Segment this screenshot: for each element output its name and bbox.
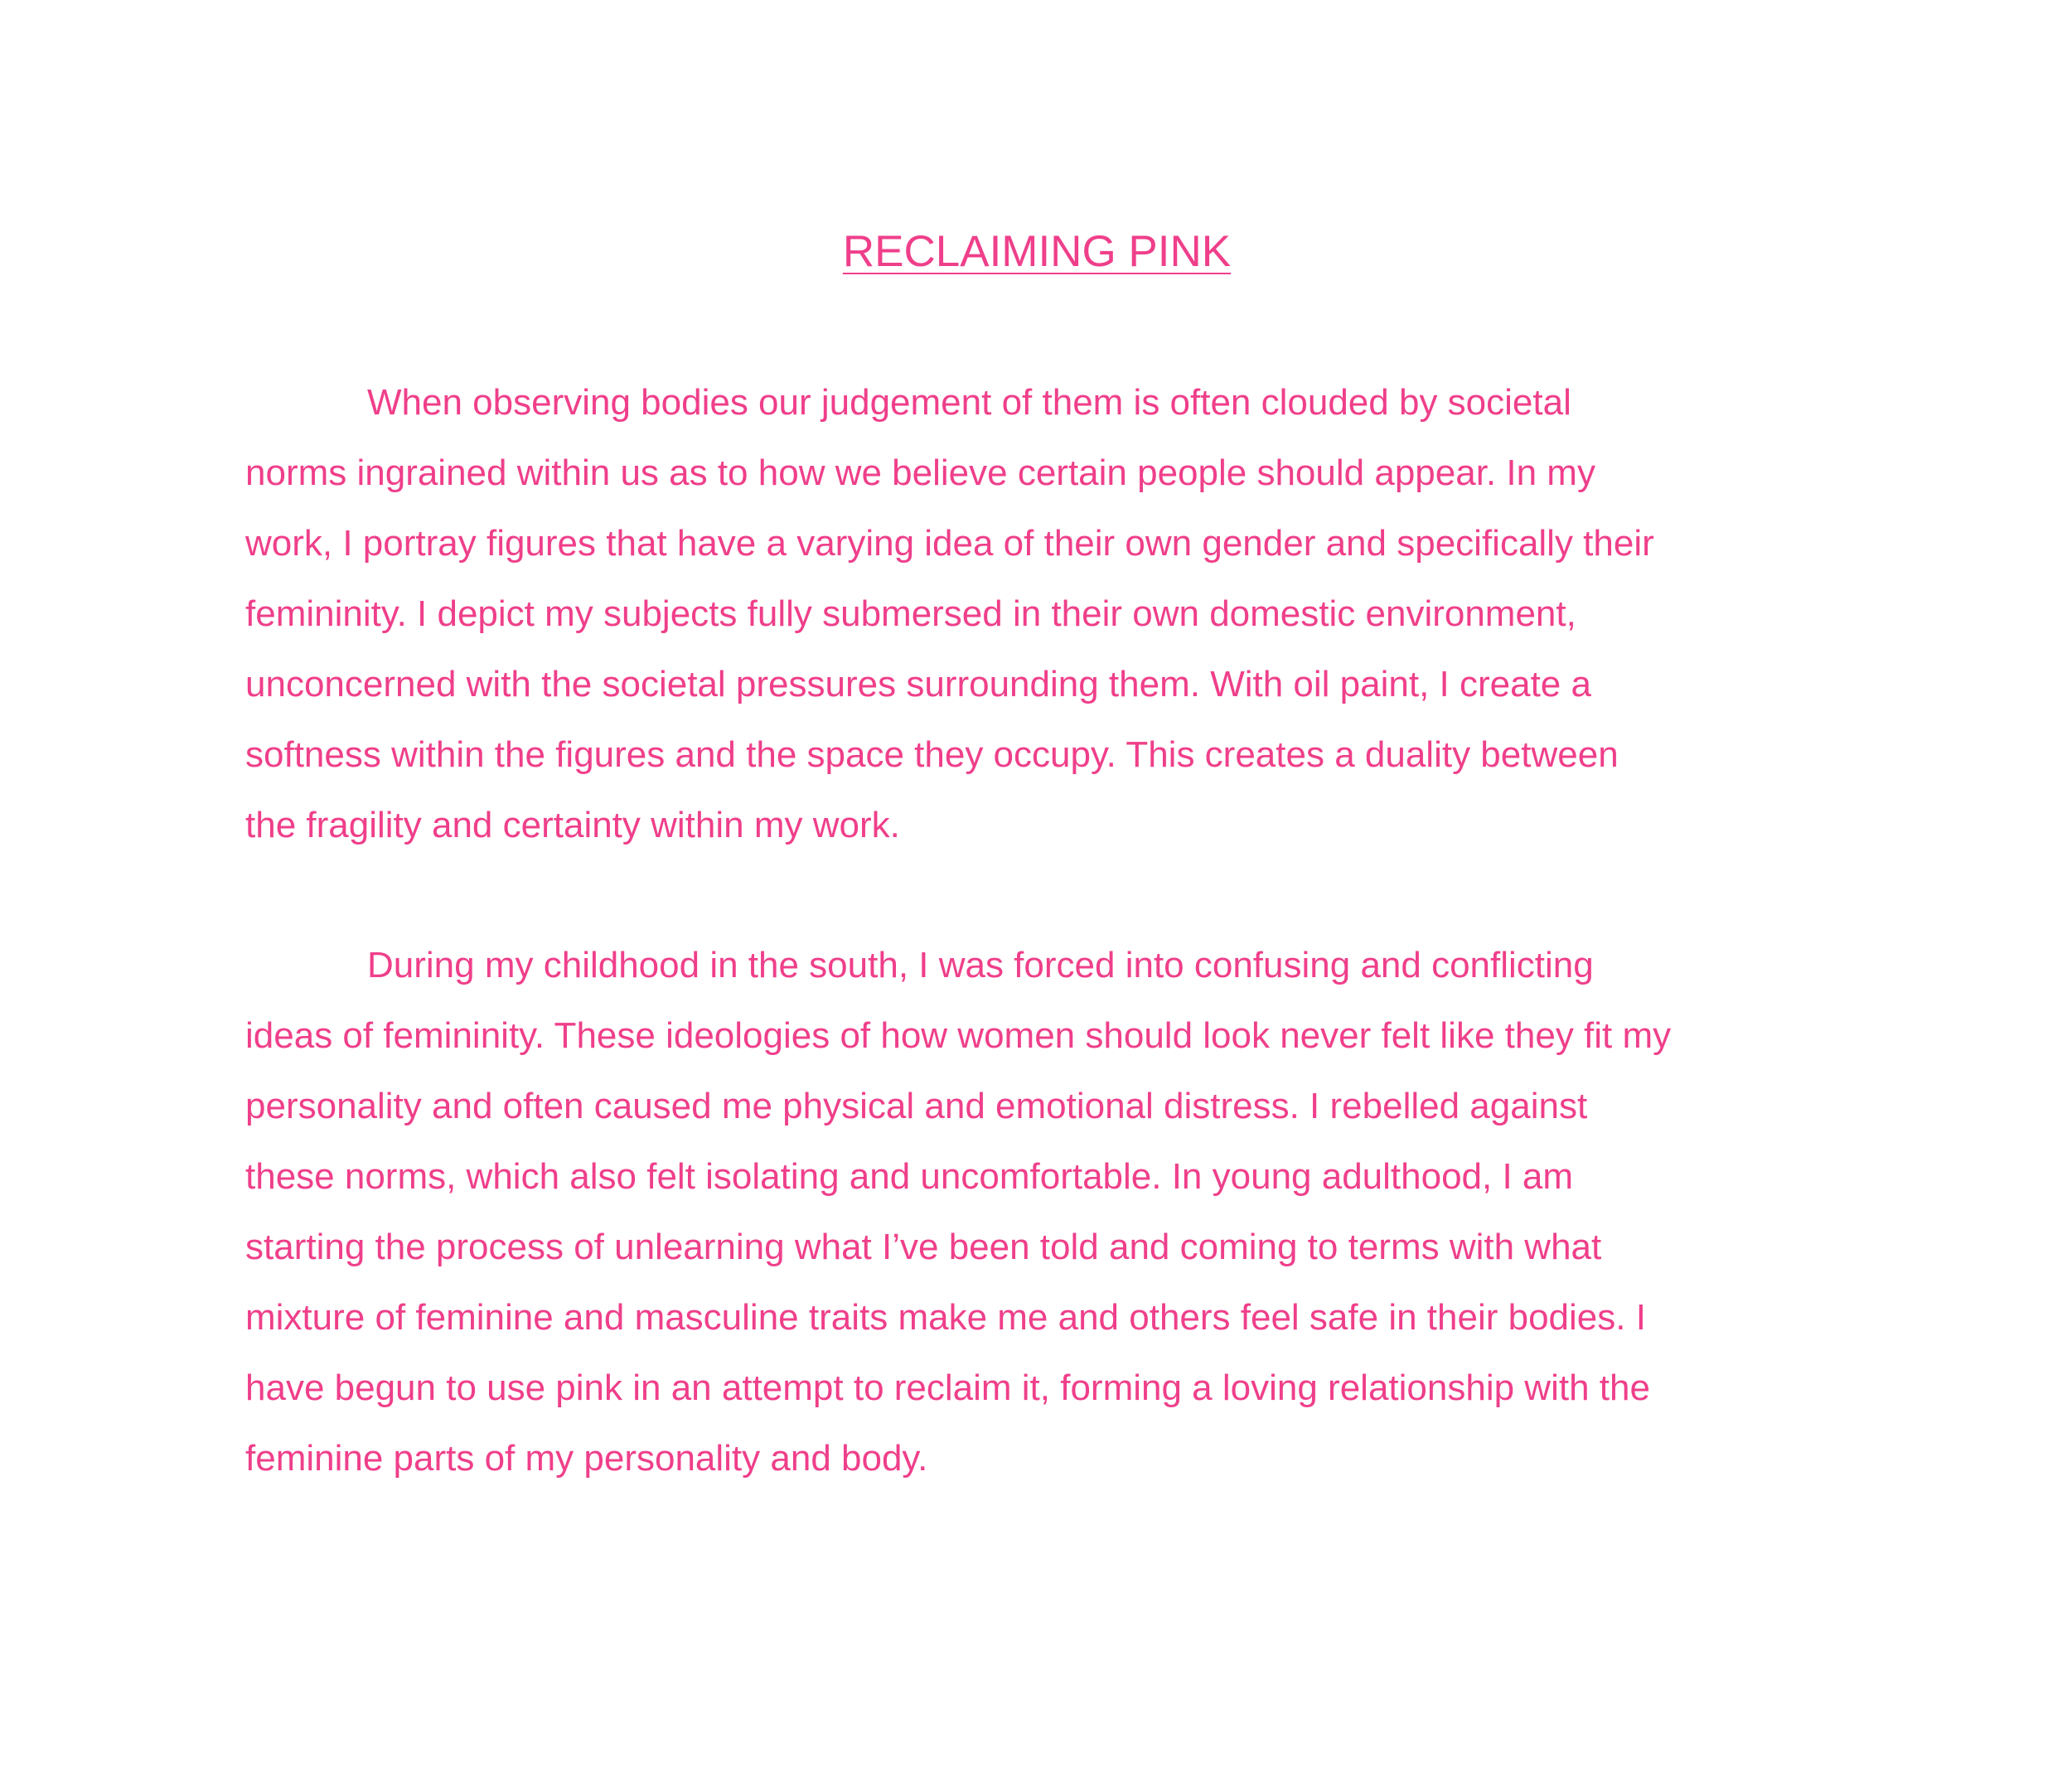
paragraph-line: mixture of feminine and masculine traits make me and others feel safe in their bodies. I [245,1297,1646,1338]
paragraph-line: these norms, which also felt isolating and uncomfortable. In young adulthood, I am [245,1156,1574,1197]
paragraph-line: work, I portray figures that have a varying idea of their own gender and specifically their [245,523,1654,564]
paragraph-line: unconcerned with the societal pressures surrounding them. With oil paint, I create a [245,664,1591,704]
paragraph-line: femininity. I depict my subjects fully submersed in their own domestic environment, [245,593,1576,634]
paragraph-line: personality and often caused me physical and emotional distress. I rebelled against [245,1086,1588,1126]
paragraph-line: softness within the figures and the space they occupy. This creates a duality between [245,734,1619,775]
paragraph-line: During my childhood in the south, I was forced into confusing and conflicting [367,945,1594,985]
paragraph-line: feminine parts of my personality and body. [245,1438,928,1479]
paragraph-line: When observing bodies our judgement of them is often clouded by societal [367,382,1571,423]
document-body [245,222,1828,1493]
paragraph-line: have begun to use pink in an attempt to reclaim it, forming a loving relationship with the [245,1368,1650,1408]
paragraph-line: ideas of femininity. These ideologies of how women should look never felt like they fit my [245,1015,1672,1056]
document-title: RECLAIMING PINK [842,227,1232,276]
paragraph-line: the fragility and certainty within my work. [245,805,900,845]
paragraph-line: norms ingrained within us as to how we believe certain people should appear. In my [245,453,1595,493]
paragraph-line: starting the process of unlearning what I’ve been told and coming to terms with what [245,1227,1602,1267]
paragraph-2 [245,930,1828,1493]
paragraph-1 [245,367,1828,860]
